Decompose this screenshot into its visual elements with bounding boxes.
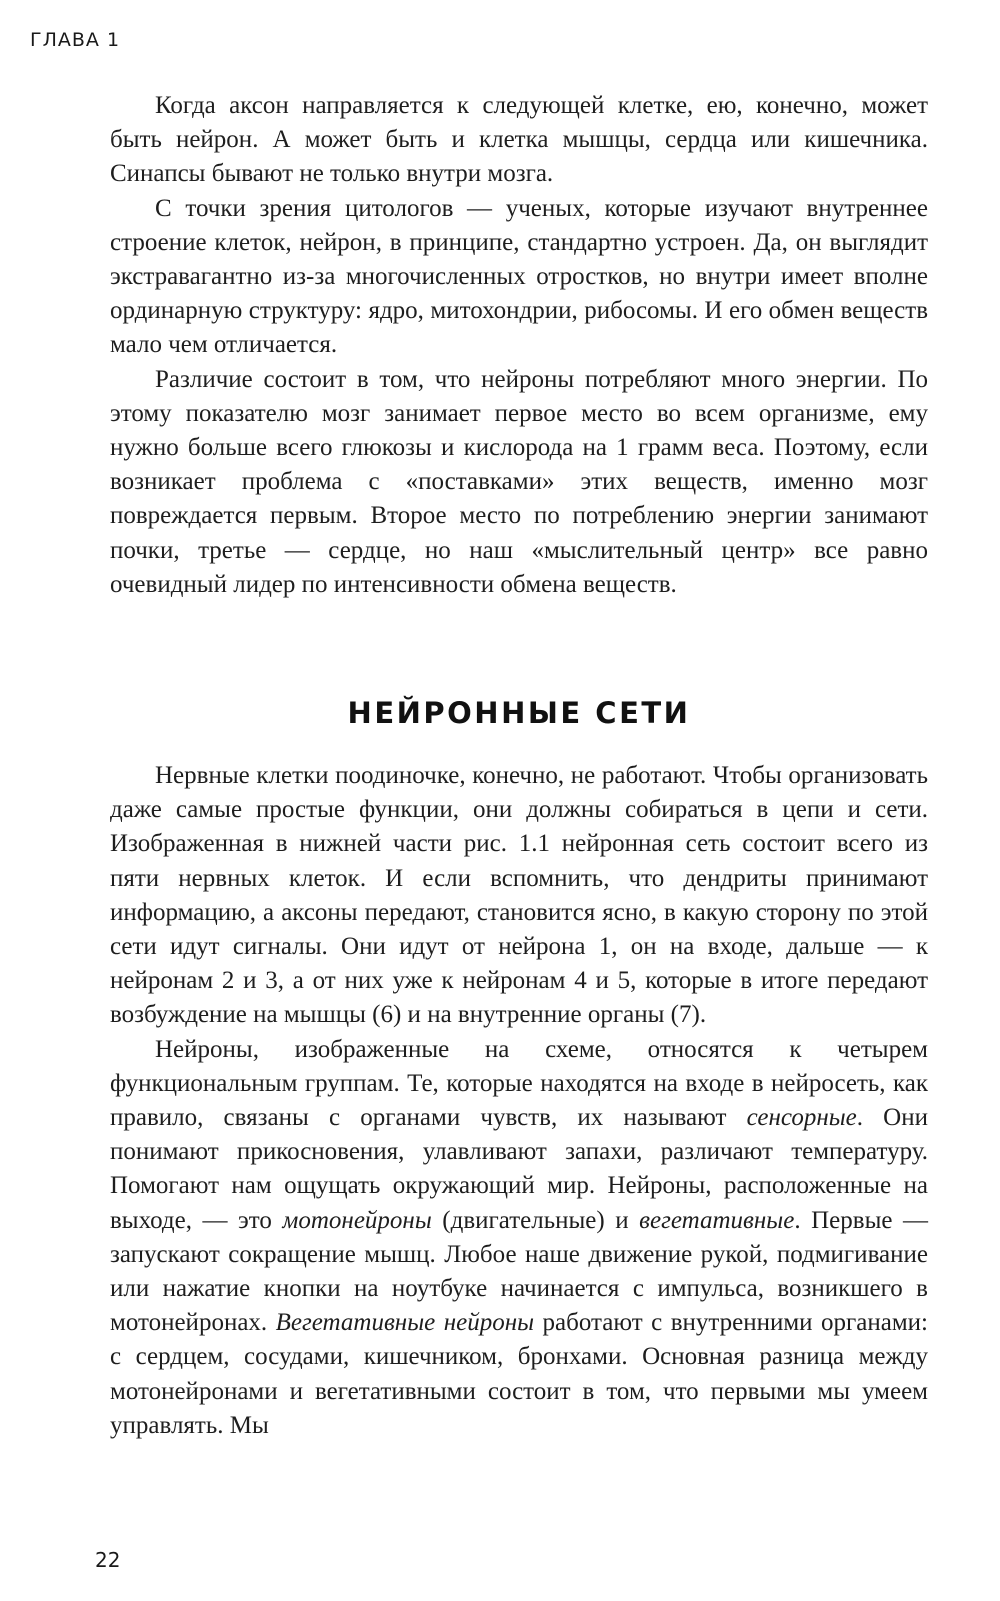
text-run: работают с внутренними органами: с сердцем, сосудами, кишечником, бронхами. Основная разница между мотонейронами и вегетативными состоит в том, что первыми мы умеем управлять. Мы (110, 1309, 928, 1439)
term-vegetative-neurons: Вегетативные нейроны (275, 1309, 535, 1337)
text-run: . Они понимают прикосновения, улавливают запахи, различают температуру. Помогают нам ощущать окружающий мир. Нейроны, расположенные на выходе, — это (110, 1104, 928, 1234)
term-motor-neurons: мотонейроны (282, 1206, 432, 1234)
term-vegetative: вегетативные (639, 1206, 795, 1234)
term-sensory: сенсорные (746, 1104, 857, 1132)
paragraph-neural-networks: Нервные клетки поодиночке, конечно, не работают. Чтобы организовать даже самые простые функции, они должны собираться в цепи и сети. Изображенная в нижней части рис. 1.1 нейронная сеть состоит всего из пяти нервных клеток. И если вспомнить, что дендриты принимают информацию, а аксоны передают, становится ясно, в какую сторону по этой сети идут сигналы. Они идут от нейрона 1, он на входе, дальше — к нейронам 2 и 3, а от них уже к нейронам 4 и 5, которые в итоге передают возбуждение на мышцы (6) и на внутренние органы (7). (110, 762, 928, 1029)
paragraph-energy-consumption: Различие состоит в том, что нейроны потребляют много энергии. По этому показателю мозг занимает первое место во всем организме, ему нужно больше всего глюкозы и кислорода на 1 грамм веса. Поэтому, если возникает проблема с «поставками» этих веществ, именно мозг повреждается первым. Второе место по потреблению энергии занимают почки, третье — сердце, но наш «мыслительный центр» все равно очевидный лидер по интенсивности обмена веществ. (110, 365, 928, 598)
paragraph-cytology: С точки зрения цитологов — ученых, которые изучают внутреннее строение клеток, нейрон, в принципе, стандартно устроен. Да, он выглядит экстравагантно из-за многочисленных отростков, но внутри имеет вполне ординарную структуру: ядро, митохондрии, рибосомы. И его обмен веществ мало чем отличается. (110, 194, 928, 359)
text-run: Нейроны, изображенные на схеме, относятся к четырем функциональным группам. Те, которые находятся на входе в нейросеть, как правило, связаны с органами чувств, их называют (110, 1035, 928, 1132)
page-number: 22 (95, 1548, 121, 1572)
running-head: ГЛАВА 1 (30, 29, 121, 51)
text-run: . Первые — запускают сокращение мышц. Любое наше движение рукой, подмигивание или нажатие кнопки на ноутбуке начинается с импульса, возникшего в мотонейронах. (110, 1206, 928, 1337)
intro-text-block (110, 89, 928, 602)
section-text-block (110, 759, 928, 1443)
paragraph-functional-groups (110, 1033, 928, 1443)
paragraph-axon-targets: Когда аксон направляется к следующей клетке, ею, конечно, может быть нейрон. А может быть и клетка мышцы, сердца или кишечника. Синапсы бывают не только внутри мозга. (110, 92, 928, 188)
section-heading: НЕЙРОННЫЕ СЕТИ (347, 696, 691, 730)
text-run: (двигательные) и (431, 1206, 640, 1234)
